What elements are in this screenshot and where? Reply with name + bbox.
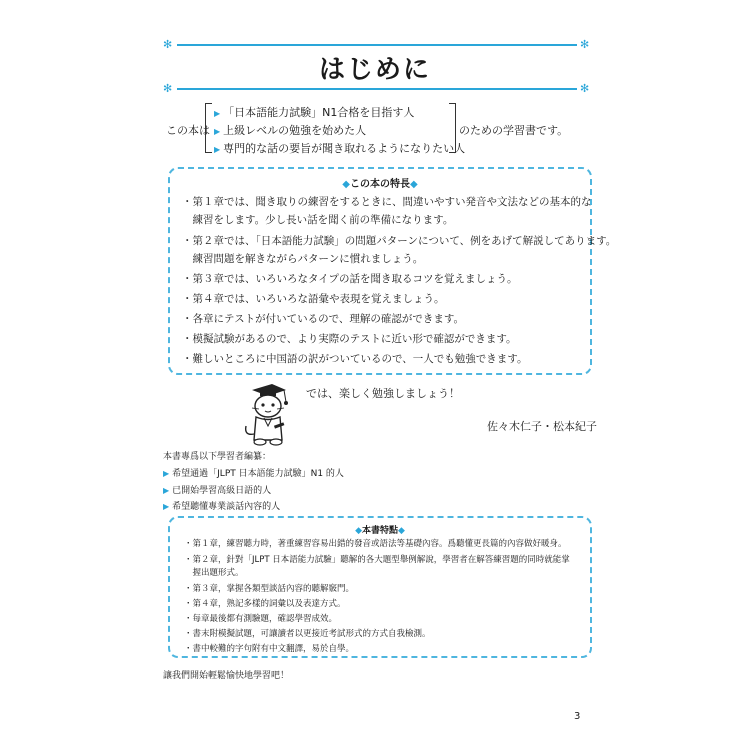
- features-title-jp: ◆この本の特長◆: [342, 179, 418, 190]
- triangle-icon: ▶: [163, 469, 170, 478]
- zh-intro-heading: 本書專爲以下學習者編纂：: [163, 452, 272, 462]
- triangle-icon: ▶: [163, 486, 170, 495]
- feature-line-zh: ・書中較難的字句附有中文翻譯，易於自學。: [184, 644, 355, 654]
- right-bracket: [449, 103, 456, 153]
- header-rule: [177, 44, 577, 46]
- header-rule-bottom: [177, 88, 577, 90]
- diamond-icon: ◆: [410, 179, 418, 190]
- mascot-cat-graduate-illustration: [238, 382, 298, 448]
- zh-intro-line: ▶ 希望通過「JLPT 日本語能力試驗」N1 的人: [163, 469, 344, 479]
- features-box-jp: [168, 167, 617, 375]
- left-bracket: [205, 103, 212, 153]
- zh-intro-line: ▶ 已開始學習高級日語的人: [163, 486, 272, 496]
- feature-line-zh: ・每章最後都有測驗題，確認學習成效。: [184, 614, 338, 624]
- feature-line: ・難しいところに中国語の訳がついているので、一人でも勉強できます。: [182, 353, 528, 365]
- feature-line-zh: 握出題形式。: [184, 568, 244, 578]
- triangle-icon: ▶: [163, 502, 170, 511]
- intro-suffix: のための学習書です。: [459, 124, 569, 137]
- closing-message: では、楽しく勉強しましょう！: [306, 387, 460, 400]
- features-box-zh: [168, 516, 592, 658]
- triangle-icon: ▶: [214, 109, 221, 118]
- intro-line-1: ▶ 「日本語能力試験」N1合格を目指す人: [214, 106, 415, 119]
- snowflake-icon: ✻: [163, 38, 173, 51]
- snowflake-icon: ✻: [580, 38, 590, 51]
- feature-line: 練習をします。少し長い話を聞く前の準備になります。: [182, 214, 454, 226]
- intro-prefix: この本は: [166, 124, 210, 137]
- intro-line-2: ▶ 上級レベルの勉強を始めた人: [214, 124, 367, 137]
- intro-line-3: ▶ 専門的な話の要旨が聞き取れるようになりたい人: [214, 142, 466, 155]
- feature-line: ・模擬試験があるので、より実際のテストに近い形で確認ができます。: [182, 333, 517, 345]
- feature-line: ・第４章では、いろいろな語彙や表現を覚えましょう。: [182, 293, 445, 305]
- features-title-zh: ◆本書特點◆: [355, 526, 405, 536]
- feature-line: ・第１章では、聞き取りの練習をするときに、間違いやすい発音や文法などの基本的な: [182, 196, 592, 208]
- feature-line-zh: ・第４章，熟記多樣的詞彙以及表達方式。: [184, 599, 346, 609]
- triangle-icon: ▶: [214, 127, 221, 136]
- feature-line: 練習問題を解きながらパターンに慣れましょう。: [182, 253, 424, 265]
- zh-closing: 讓我們開始輕鬆愉快地學習吧！: [163, 671, 290, 681]
- snowflake-icon: ✻: [163, 82, 173, 95]
- snowflake-icon: ✻: [580, 82, 590, 95]
- feature-line: ・第２章では、「日本語能力試験」の問題パターンについて、例をあげて解説してあります。: [182, 235, 617, 247]
- page-title: はじめに: [318, 55, 431, 85]
- authors: 佐々木仁子・松本紀子: [487, 420, 597, 433]
- diamond-icon: ◆: [342, 179, 350, 190]
- feature-line-zh: ・第１章，練習聽力時，著重練習容易出錯的發音或語法等基礎內容。爲聽懂更長篇的內容做好暖身。: [184, 539, 567, 549]
- zh-intro-line: ▶ 希望聽懂專業談話內容的人: [163, 502, 281, 512]
- triangle-icon: ▶: [214, 145, 221, 154]
- feature-line-zh: ・書末附模擬試題，可讓讀者以更接近考試形式的方式自我檢測。: [184, 629, 431, 639]
- feature-line-zh: ・第２章，針對「JLPT 日本語能力試驗」聽解的各大題型舉例解說，學習者在解答練習題的同時就能掌: [184, 555, 570, 565]
- diamond-icon: ◆: [398, 526, 405, 536]
- page-number: 3: [574, 711, 581, 722]
- diamond-icon: ◆: [355, 526, 362, 536]
- feature-line: ・各章にテストが付いているので、理解の確認ができます。: [182, 313, 465, 325]
- feature-line-zh: ・第３章，掌握各類型談話內容的聽解竅門。: [184, 584, 355, 594]
- feature-line: ・第３章では、いろいろなタイプの話を聞き取るコツを覚えましょう。: [182, 273, 518, 285]
